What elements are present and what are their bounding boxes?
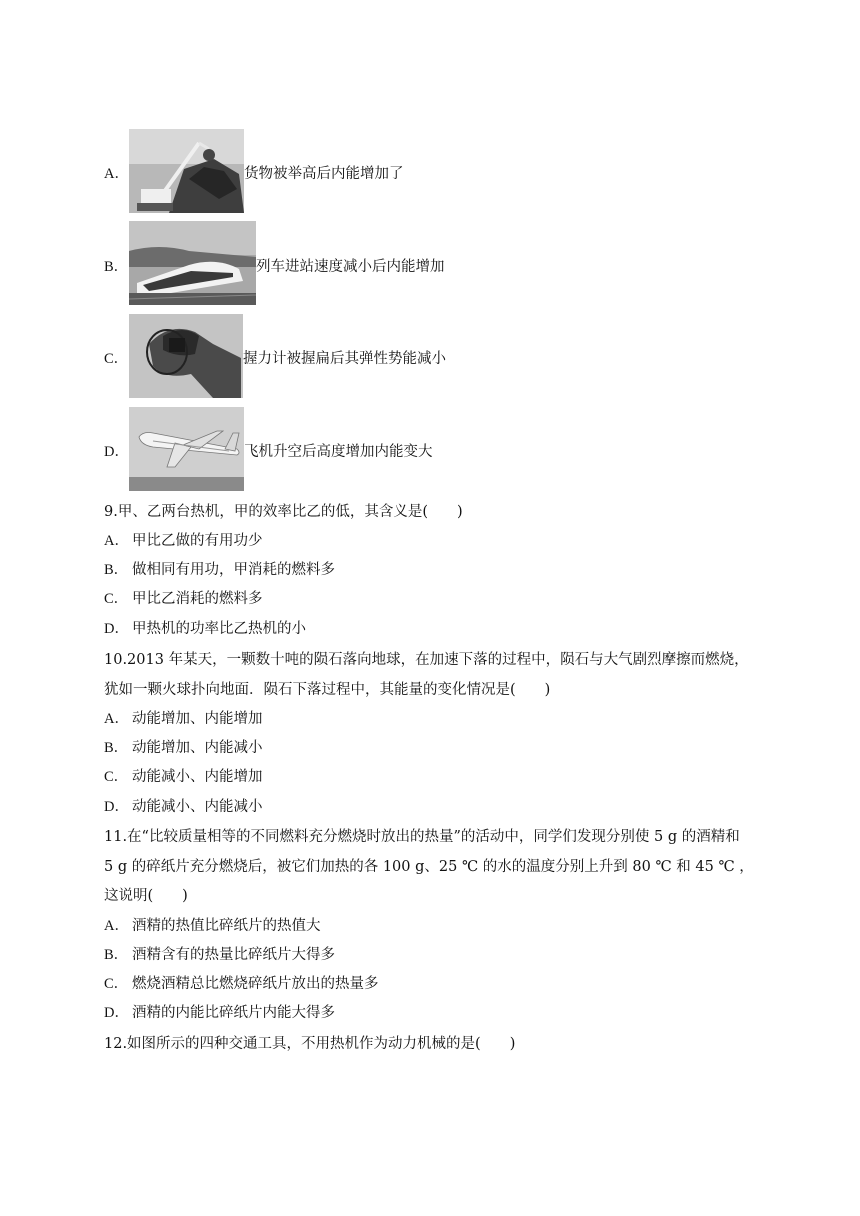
option-letter: D． [104, 799, 129, 815]
grip-meter-photo [129, 314, 243, 398]
question-stem: 10.2013 年某天，一颗数十吨的陨石落向地球，在加速下落的过程中，陨石与大气剧烈摩擦而燃烧， [104, 652, 749, 668]
option-d [104, 795, 263, 816]
option-letter: A． [104, 711, 129, 727]
option-text: 动能增加、内能增加 [132, 711, 263, 727]
option-letter: D． [104, 621, 129, 637]
option-c [104, 972, 379, 993]
question-stem: 5 g 的碎纸片充分燃烧后，被它们加热的各 100 g、25 ℃ 的水的温度分别上升到 80 ℃ 和 45 ℃ ， [104, 859, 754, 875]
option-d [104, 1001, 335, 1022]
option-c [104, 765, 263, 786]
option-letter: B． [104, 562, 129, 578]
option-text: 甲比乙做的有用功少 [132, 533, 263, 549]
option-text: 甲热机的功率比乙热机的小 [132, 621, 306, 637]
option-b [104, 943, 335, 964]
option-text: 酒精含有的热量比碎纸片大得多 [132, 947, 335, 963]
train-photo [129, 221, 256, 305]
option-b [104, 736, 263, 757]
option-letter: A． [104, 166, 129, 182]
question-stem: 12.如图所示的四种交通工具，不用热机作为动力机械的是( ) [104, 1036, 516, 1052]
airplane-photo [129, 407, 244, 491]
crane-photo [129, 129, 244, 213]
question-stem: 犹如一颗火球扑向地面．陨石下落过程中，其能量的变化情况是( ) [104, 682, 551, 698]
option-text: 货物被举高后内能增加了 [244, 166, 404, 182]
option-text: 酒精的热值比碎纸片的热值大 [132, 918, 321, 934]
option-letter: C． [104, 591, 129, 607]
question-stem: 9.甲、乙两台热机，甲的效率比乙的低，其含义是( ) [104, 504, 463, 520]
option-a [104, 707, 263, 728]
option-c [104, 587, 263, 608]
option-letter: C． [104, 769, 129, 785]
option-text: 握力计被握扁后其弹性势能减小 [243, 351, 446, 367]
option-letter: B． [104, 259, 129, 275]
option-text: 动能减小、内能减小 [132, 799, 263, 815]
option-text: 动能减小、内能增加 [132, 769, 263, 785]
option-text: 飞机升空后高度增加内能变大 [244, 444, 433, 460]
option-text: 列车进站速度减小后内能增加 [256, 259, 445, 275]
option-text: 酒精的内能比碎纸片内能大得多 [132, 1005, 335, 1021]
option-letter: C． [104, 351, 129, 367]
option-text: 甲比乙消耗的燃料多 [132, 591, 263, 607]
option-a [104, 529, 263, 550]
option-a [104, 914, 321, 935]
question-stem: 11.在“比较质量相等的不同燃料充分燃烧时放出的热量”的活动中，同学们发现分别使 5 g 的酒精和 [104, 829, 740, 845]
option-letter: D． [104, 444, 129, 460]
option-b [104, 558, 335, 579]
question-stem: 这说明( ) [104, 888, 188, 904]
option-text: 燃烧酒精总比燃烧碎纸片放出的热量多 [132, 976, 379, 992]
option-letter: B． [104, 947, 129, 963]
option-letter: A． [104, 918, 129, 934]
option-text: 做相同有用功，甲消耗的燃料多 [132, 562, 335, 578]
option-letter: C． [104, 976, 129, 992]
option-d [104, 617, 306, 638]
option-letter: A． [104, 533, 129, 549]
option-text: 动能增加、内能减小 [132, 740, 263, 756]
option-letter: B． [104, 740, 129, 756]
option-letter: D． [104, 1005, 129, 1021]
